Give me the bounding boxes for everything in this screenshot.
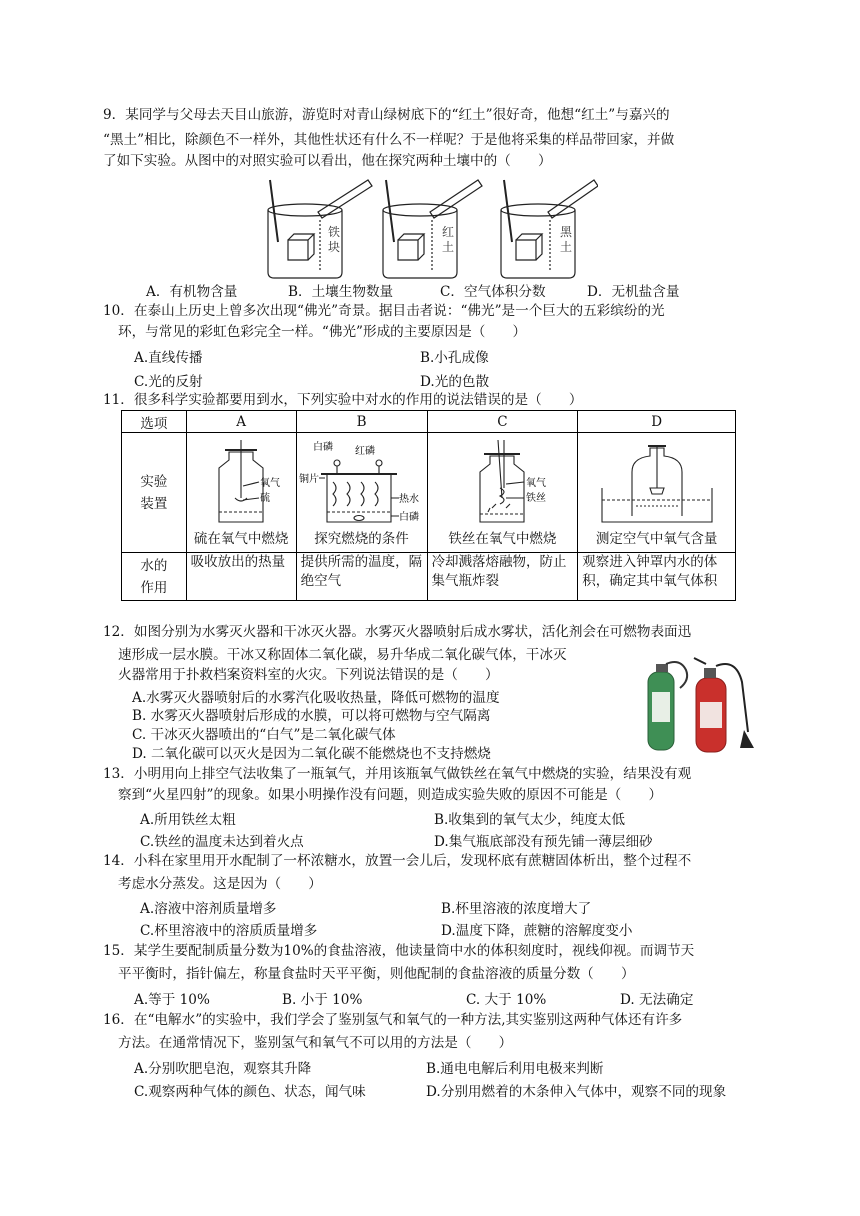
question-12-line-1: 12．如图分别为水雾灭火器和干冰灭火器。水雾灭火器喷射后成水雾状，活化剂会在可燃物表面迅 (103, 624, 692, 640)
q15-option-a[interactable]: A.等于 10% (134, 992, 210, 1008)
q11-cell-c-device (427, 433, 578, 553)
q9-option-b[interactable]: B．土壤生物数量 (288, 284, 394, 300)
q11-header-a: A (186, 411, 296, 433)
q11-caption-b: 探究燃烧的条件 (314, 530, 409, 547)
label-black-soil: 黑土 (560, 225, 573, 254)
question-16-line-2: 方法。在通常情况下，鉴别氢气和氧气不可以用的方法是（ ） (118, 1035, 513, 1051)
q12-option-d[interactable]: D. 二氧化碳可以灭火是因为二氧化碳不能燃烧也不支持燃烧 (132, 746, 491, 762)
q11-header-b: B (296, 411, 427, 433)
q9-option-d[interactable]: D．无机盐含量 (587, 284, 680, 300)
q11-water-role-d: 观察进入钟罩内水的体积，确定其中氧气体积 (578, 553, 736, 601)
q9-option-c[interactable]: C．空气体积分数 (440, 284, 546, 300)
question-9-line-1: 9．某同学与父母去天目山旅游，游览时对青山绿树底下的“红土”很好奇，他想“红土”与嘉兴的 (103, 107, 670, 123)
question-10-line-2: 环，与常见的彩虹色彩完全一样。“佛光”形成的主要原因是（ ） (118, 324, 527, 340)
soil-experiment-figure (258, 172, 598, 282)
q12-option-c[interactable]: C. 干冰灭火器喷出的“白气”是二氧化碳气体 (132, 727, 396, 743)
q16-option-d[interactable]: D.分别用燃着的木条伸入气体中，观察不同的现象 (426, 1084, 727, 1100)
q16-option-a[interactable]: A.分别吹肥皂泡，观察其升降 (134, 1061, 312, 1077)
label-iron-block: 铁块 (328, 225, 341, 254)
q10-option-a[interactable]: A.直线传播 (134, 350, 203, 366)
question-11-stem: 11．很多科学实验都要用到水，下列实验中对水的作用的说法错误的是（ ） (103, 392, 583, 408)
question-9-line-3: 了如下实验。从图中的对照实验可以看出，他在探究两种土壤中的（ ） (103, 153, 552, 169)
q11-cell-a-device (186, 433, 296, 553)
q11-header-c: C (427, 411, 578, 433)
q11-row-device-label: 实验装置 (122, 433, 187, 553)
q9-option-a[interactable]: A．有机物含量 (146, 284, 238, 300)
q13-option-d[interactable]: D.集气瓶底部没有预先铺一薄层细砂 (434, 834, 653, 850)
q11-caption-a: 硫在氧气中燃烧 (193, 530, 289, 547)
q13-option-b[interactable]: B.收集到的氧气太少，纯度太低 (434, 812, 626, 828)
label-red-soil: 红土 (442, 225, 455, 254)
question-15-line-1: 15．某学生要配制质量分数为10%的食盐溶液，他读量筒中水的体积刻度时，视线仰视。而调节天 (103, 943, 695, 959)
q13-option-a[interactable]: A.所用铁丝太粗 (140, 812, 236, 828)
q11-header-d: D (578, 411, 736, 433)
q15-option-d[interactable]: D. 无法确定 (620, 992, 694, 1008)
label-white-phosphorus-bottom: 白磷 (399, 511, 420, 523)
q11-water-role-a: 吸收放出的热量 (186, 553, 296, 601)
fire-extinguishers-figure (636, 652, 756, 754)
question-9-line-2: “黑土”相比，除颜色不一样外，其他性状还有什么不一样呢？于是他将采集的样品带回家，并做 (103, 132, 675, 148)
q11-row-water-label: 水的作用 (122, 553, 187, 601)
combustion-conditions-figure (299, 438, 424, 530)
q15-option-b[interactable]: B. 小于 10% (282, 992, 363, 1008)
label-hot-water: 热水 (399, 493, 420, 505)
q10-option-d[interactable]: D.光的色散 (420, 374, 490, 390)
q14-option-c[interactable]: C.杯里溶液中的溶质质量增多 (140, 923, 318, 939)
label-red-phosphorus: 红磷 (355, 445, 376, 457)
q14-option-d[interactable]: D.温度下降，蔗糖的溶解度变小 (441, 923, 633, 939)
q16-option-b[interactable]: B.通电电解后利用电极来判断 (426, 1061, 604, 1077)
q11-water-role-c: 冷却溅落熔融物，防止集气瓶炸裂 (427, 553, 578, 601)
q11-cell-d-device (578, 433, 736, 553)
label-white-phosphorus-top: 白磷 (313, 441, 334, 453)
label-iron-wire: 铁丝 (526, 492, 547, 504)
question-14-line-1: 14．小科在家里用开水配制了一杯浓糖水，放置一会儿后，发现杯底有蔗糖固体析出，整个过程不 (103, 853, 692, 869)
q14-option-b[interactable]: B.杯里溶液的浓度增大了 (441, 901, 592, 917)
sulfur-combustion-figure (191, 438, 291, 530)
q10-option-b[interactable]: B.小孔成像 (420, 350, 489, 366)
q11-table (121, 410, 736, 601)
question-12-line-3: 火器常用于扑救档案资料室的火灾。下列说法错误的是（ ） (118, 667, 499, 683)
label-oxygen-a: 氧气 (260, 477, 281, 489)
label-copper-plate: 铜片 (299, 473, 320, 485)
question-14-line-2: 考虑水分蒸发。这是因为（ ） (118, 876, 322, 892)
q11-water-role-b: 提供所需的温度，隔绝空气 (296, 553, 427, 601)
q12-option-a[interactable]: A.水雾灭火器喷射后的水雾汽化吸收热量，降低可燃物的温度 (132, 690, 500, 706)
q15-option-c[interactable]: C. 大于 10% (466, 992, 547, 1008)
q12-option-b[interactable]: B. 水雾灭火器喷射后形成的水膜，可以将可燃物与空气隔离 (132, 708, 491, 724)
q16-option-c[interactable]: C.观察两种气体的颜色、状态，闻气味 (134, 1084, 366, 1100)
question-13-line-2: 察到“火星四射”的现象。如果小明操作没有问题，则造成实验失败的原因不可能是（ ） (118, 787, 663, 803)
label-sulfur: 硫 (260, 492, 271, 504)
q10-option-c[interactable]: C.光的反射 (134, 374, 203, 390)
q11-header-option: 选项 (122, 411, 187, 433)
oxygen-content-figure (592, 438, 722, 530)
q11-caption-d: 测定空气中氧气含量 (595, 530, 718, 547)
question-16-line-1: 16．在“电解水”的实验中，我们学会了鉴别氢气和氧气的一种方法,其实鉴别这两种气体还有许多 (103, 1012, 683, 1028)
label-oxygen-c: 氧气 (526, 477, 547, 489)
q11-caption-c: 铁丝在氧气中燃烧 (448, 530, 557, 547)
q14-option-a[interactable]: A.溶液中溶剂质量增多 (140, 901, 277, 917)
q13-option-c[interactable]: C.铁丝的温度未达到着火点 (140, 834, 304, 850)
iron-wire-combustion-figure (442, 438, 562, 530)
q11-cell-b-device (296, 433, 427, 553)
question-10-line-1: 10．在泰山上历史上曾多次出现“佛光”奇景。据目击者说：“佛光”是一个巨大的五彩缤纷的光 (103, 303, 665, 319)
question-13-line-1: 13．小明用向上排空气法收集了一瓶氧气，并用该瓶氧气做铁丝在氧气中燃烧的实验，结果没有观 (103, 766, 692, 782)
question-15-line-2: 平平衡时，指针偏左，称量食盐时天平平衡，则他配制的食盐溶液的质量分数（ ） (118, 966, 635, 982)
question-12-line-2: 速形成一层水膜。干冰又称固体二氧化碳，易升华成二氧化碳气体，干冰灭 (118, 647, 567, 663)
